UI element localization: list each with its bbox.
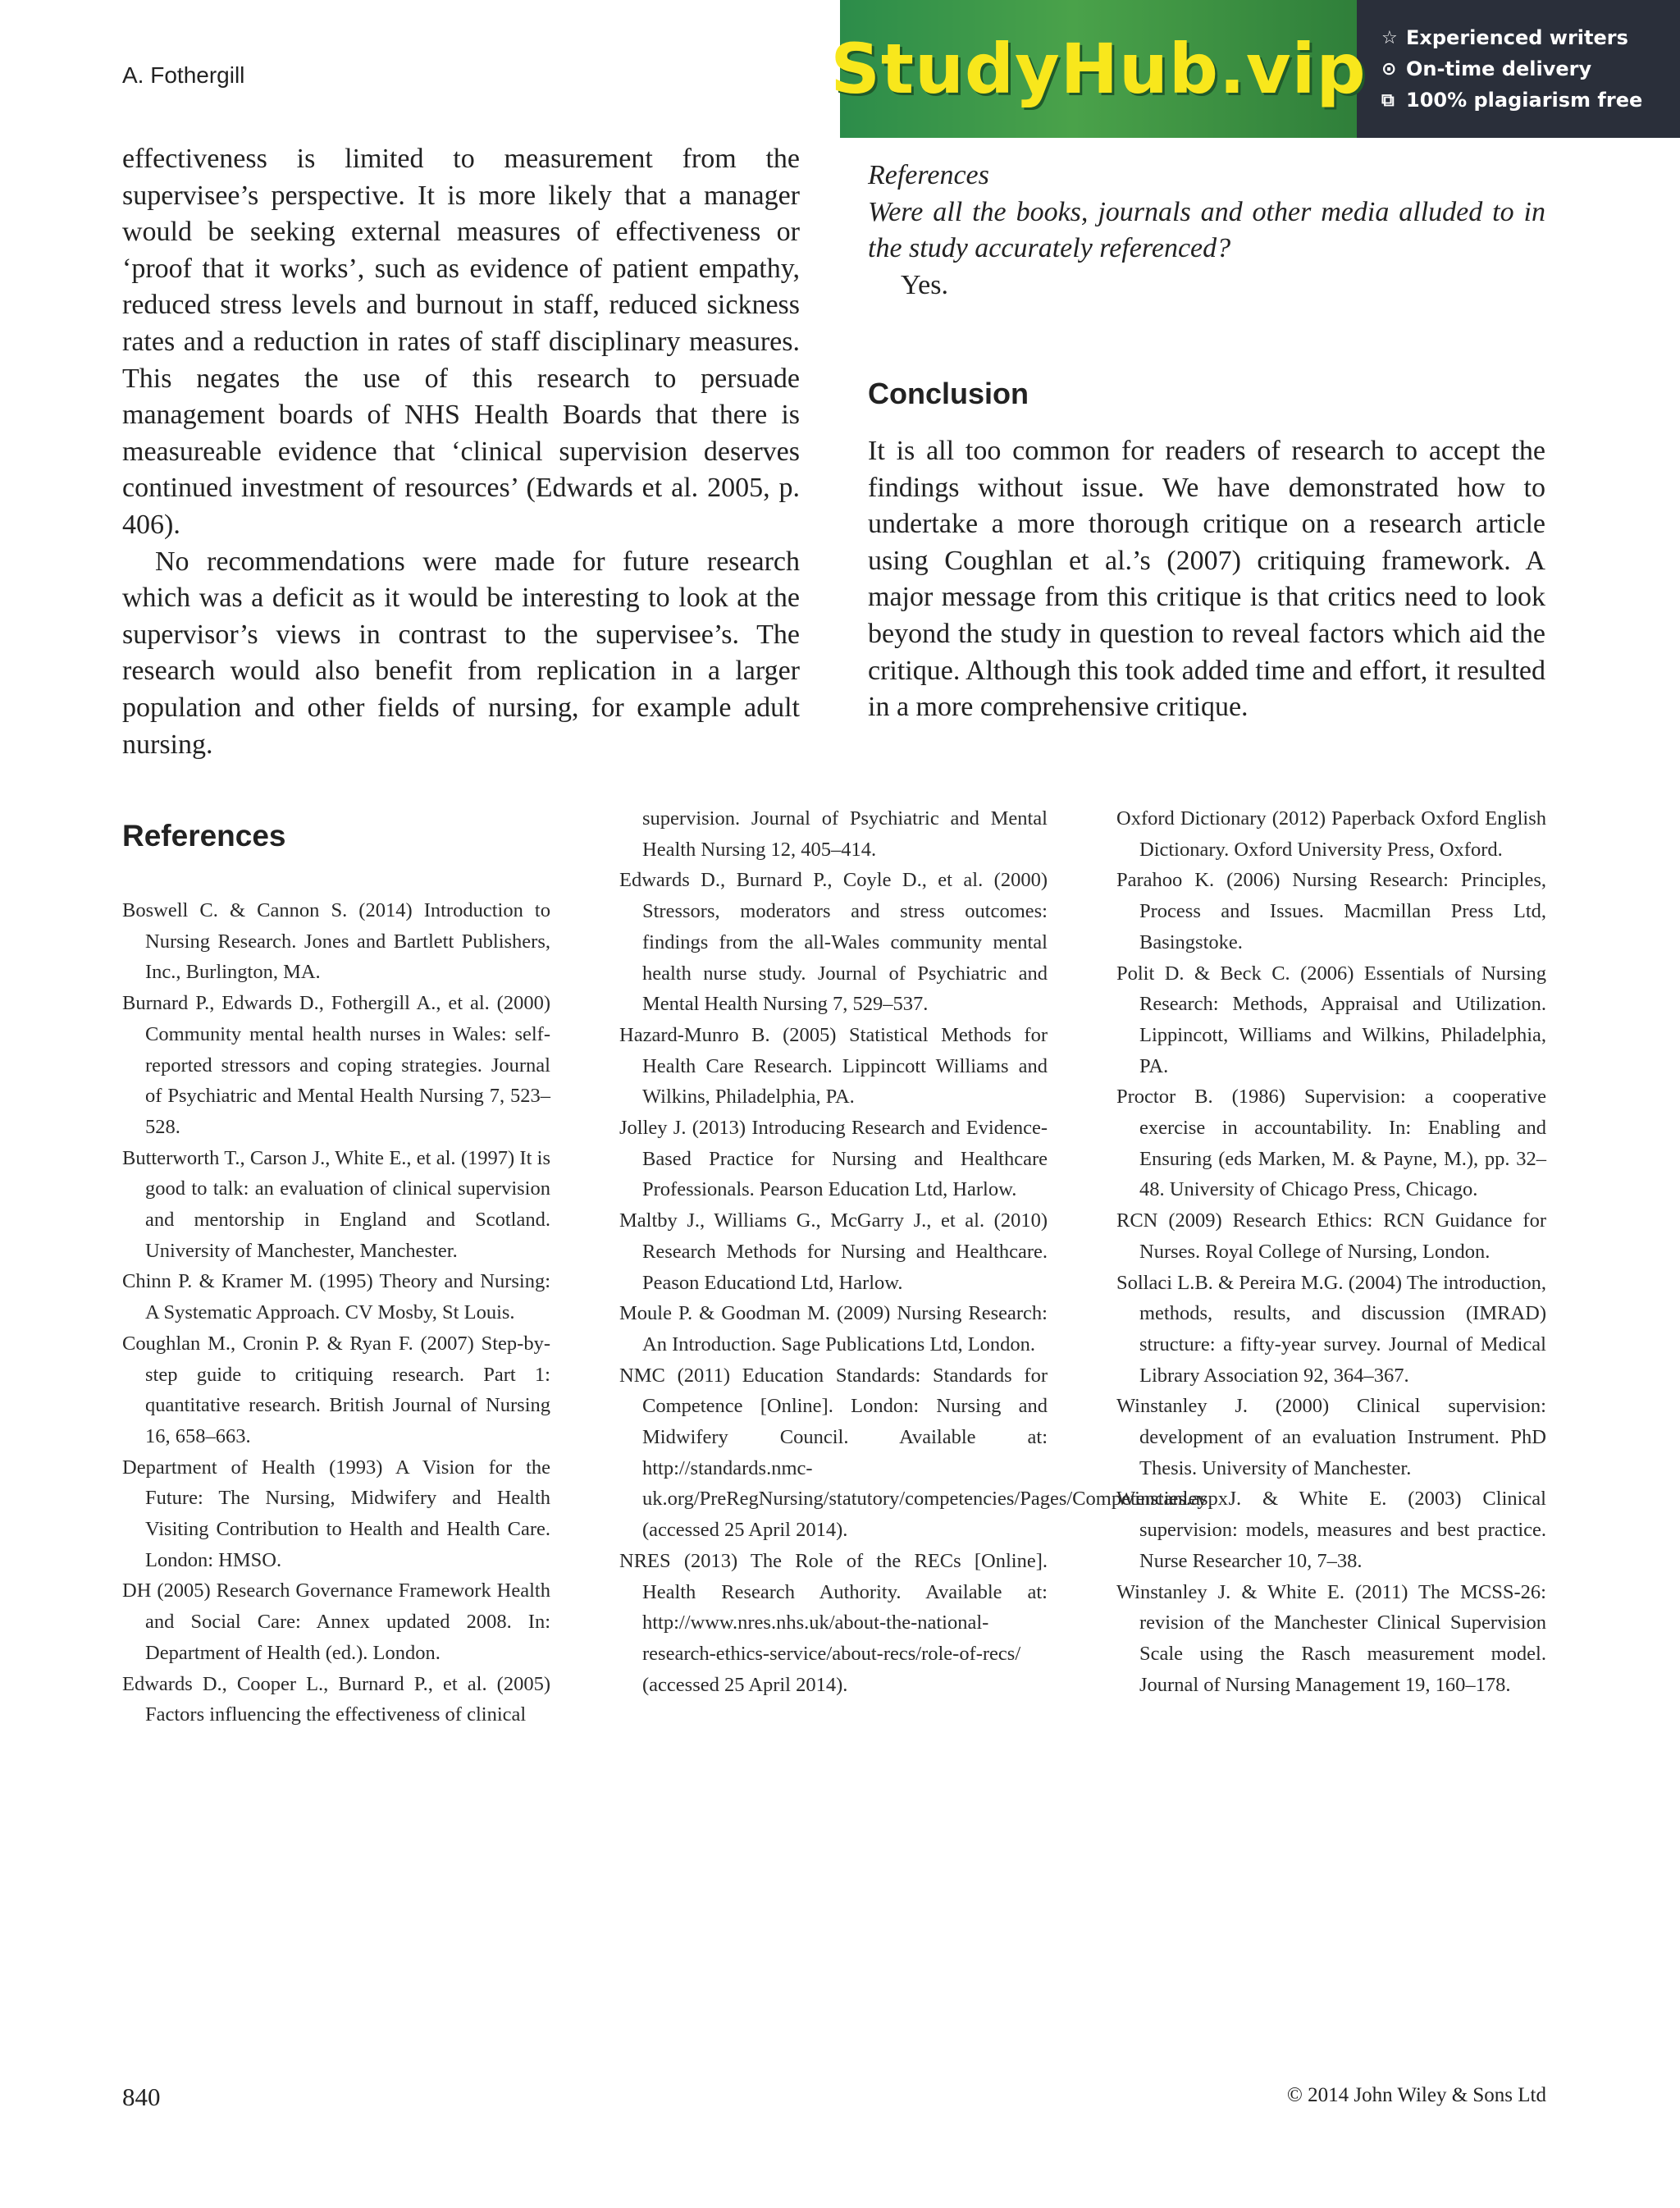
reference-entry: Edwards D., Cooper L., Burnard P., et al. (2005) Factors influencing the effectiveness of clinical [122,1672,550,1726]
references-answer: Yes. [901,269,948,300]
reference-entry: Parahoo K. (2006) Nursing Research: Principles, Process and Issues. Macmillan Press Ltd, Basingstoke. [1116,869,1546,953]
clock-icon: ⊙ [1381,58,1397,80]
studyhub-logo-text: StudyHub.vip [830,29,1367,109]
reference-entry: Proctor B. (1986) Supervision: a cooperative exercise in accountability. In: Enabling and Ensuring (eds Marken, M. & Payne, M.), pp. 32–48. University of Chicago Press, Chicago. [1116,1086,1546,1201]
reference-entry: RCN (2009) Research Ethics: RCN Guidance for Nurses. Royal College of Nursing, London. [1116,1209,1546,1263]
reference-entry: Winstanley J. & White E. (2003) Clinical supervision: models, measures and best practice. Nurse Researcher 10, 7–38. [1116,1488,1546,1572]
banner-feature-label: Experienced writers [1406,26,1628,49]
reference-entry-link[interactable]: NRES (2013) The Role of the RECs [Online]. Health Research Authority. Available at: http://www.nres.nhs.uk/about-the-national-research-ethics-service/about-recs/role-of-recs/ (accessed 25 April 2014). [619,1549,1048,1696]
references-question: Were all the books, journals and other media alluded to in the study accurately referenced? [868,196,1545,264]
running-head-author: A. Fothergill [122,62,245,88]
references-heading: References [122,819,286,853]
banner-features [1357,0,1680,138]
body-paragraph: It is all too common for readers of research to accept the findings without issue. We have demonstrated how to undertake a more thorough critique on a research article using Coughlan et al.’s (2007) critiquing framework. A major message from this critique is that critics need to look beyond the study in question to reveal factors which aid the critique. Although this took added time and effort, it resulted in a more comprehensive critique. [868,436,1545,723]
star-icon: ☆ [1381,27,1398,48]
banner-feature [1381,26,1680,49]
reference-column-2 [619,803,1228,1700]
body-paragraph: No recommendations were made for future research which was a deficit as it would be interesting to look at the supervisor’s views in contrast to the supervisee’s. The research would also benefit from replication in a larger population and other fields of nursing, for example adult nursing. [122,546,800,760]
banner-feature-label: On-time delivery [1406,57,1592,80]
left-column-text [122,141,800,763]
reference-entry: Winstanley J. (2000) Clinical supervision: development of an evaluation Instrument. PhD Thesis. University of Manchester. [1116,1395,1546,1479]
studyhub-banner[interactable] [830,0,1680,138]
reference-entry: Burnard P., Edwards D., Fothergill A., et al. (2000) Community mental health nurses in Wales: self-reported stressors and coping strategies. Journal of Psychiatric and Mental Health Nursing 7, 523–528. [122,992,550,1138]
reference-entry: Moule P. & Goodman M. (2009) Nursing Research: An Introduction. Sage Publications Ltd, London. [619,1302,1048,1355]
reference-entry: Maltby J., Williams G., McGarry J., et al. (2010) Research Methods for Nursing and Healthcare. Peason Educationd Ltd, Harlow. [619,1209,1048,1294]
reference-entry: Hazard-Munro B. (2005) Statistical Methods for Health Care Research. Lippincott Williams and Wilkins, Philadelphia, PA. [619,1023,1048,1109]
reference-entry: Butterworth T., Carson J., White E., et al. (1997) It is good to talk: an evaluation of clinical supervision and mentorship in England and Scotland. University of Manchester, Manchester. [122,1146,550,1262]
reference-entry: Coughlan M., Cronin P. & Ryan F. (2007) Step-by-step guide to critiquing research. Part 1: quantitative research. British Journal of Nursing 16, 658–663. [122,1332,550,1447]
copy-icon: ⧉ [1381,89,1395,111]
banner-feature [1381,89,1680,112]
reference-entry: Chinn P. & Kramer M. (1995) Theory and Nursing: A Systematic Approach. CV Mosby, St Louis. [122,1270,550,1324]
reference-entry-link[interactable]: NMC (2011) Education Standards: Standards for Competence [Online]. London: Nursing and Midwifery Council. Available at: http://standards.nmc-uk.org/PreRegNursing/statutory/competencies/Pages/Competencies.aspx (accessed 25 April 2014). [619,1364,1228,1542]
reference-entry: Department of Health (1993) A Vision for the Future: The Nursing, Midwifery and Health Visiting Contribution to Health and Health Care. London: HMSO. [122,1456,550,1571]
reference-entry: Oxford Dictionary (2012) Paperback Oxford English Dictionary. Oxford University Press, Oxford. [1116,807,1546,861]
reference-entry: Polit D. & Beck C. (2006) Essentials of Nursing Research: Methods, Appraisal and Utilization. Lippincott, Williams and Wilkins, Philadelphia, PA. [1116,962,1546,1077]
page-number: 840 [122,2082,161,2111]
reference-entry-continued: supervision. Journal of Psychiatric and Mental Health Nursing 12, 405–414. [642,807,1048,861]
body-paragraph: effectiveness is limited to measurement from the supervisee’s perspective. It is more likely that a manager would be seeking external measures of effectiveness or ‘proof that it works’, such as evidence of patient empathy, reduced stress levels and burnout in staff, reduced sickness rates and a reduction in rates of staff disciplinary measures. This negates the use of this research to persuade management boards of NHS Health Boards that there is measureable evidence that ‘clinical supervision deserves continued investment of resources’ (Edwards et al. 2005, p. 406). [122,144,800,540]
reference-entry: DH (2005) Research Governance Framework Health and Social Care: Annex updated 2008. In: Department of Health (ed.). London. [122,1579,550,1664]
reference-column-3 [1116,803,1546,1700]
references-label: References [868,160,989,190]
studyhub-logo[interactable] [830,0,1367,138]
reference-entry: Winstanley J. & White E. (2011) The MCSS-26: revision of the Manchester Clinical Supervision Scale using the Rasch measurement model. Journal of Nursing Management 19, 160–178. [1116,1580,1546,1696]
reference-entry: Jolley J. (2013) Introducing Research and Evidence-Based Practice for Nursing and Healthcare Professionals. Pearson Education Ltd, Harlow. [619,1117,1048,1201]
banner-feature-label: 100% plagiarism free [1406,89,1643,112]
right-column-references-check [868,158,1545,304]
banner-feature [1381,57,1680,80]
copyright-notice: © 2014 John Wiley & Sons Ltd [1286,2084,1546,2106]
reference-entry: Edwards D., Burnard P., Coyle D., et al. (2000) Stressors, moderators and stress outcomes: findings from the all-Wales community mental health nurse study. Journal of Psychiatric and Mental Health Nursing 7, 529–537. [619,869,1048,1016]
reference-entry: Boswell C. & Cannon S. (2014) Introduction to Nursing Research. Jones and Bartlett Publishers, Inc., Burlington, MA. [122,899,550,984]
reference-column-1 [122,895,550,1730]
conclusion-heading: Conclusion [868,377,1029,410]
conclusion-text [868,433,1545,726]
reference-entry: Sollaci L.B. & Pereira M.G. (2004) The introduction, methods, results, and discussion (IMRAD) structure: a fifty-year survey. Journal of Medical Library Association 92, 364–367. [1116,1271,1546,1387]
